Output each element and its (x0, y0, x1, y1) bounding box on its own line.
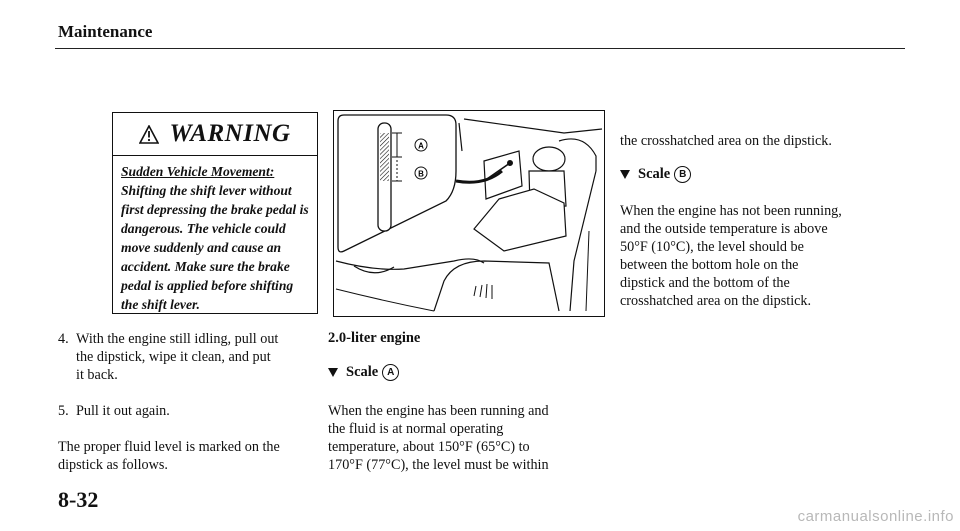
scale-a-line: When the engine has been running and (328, 403, 549, 419)
warning-line: the shift lever. (121, 297, 200, 312)
step-line: it back. (76, 367, 118, 383)
scale-b-marker: B (674, 166, 691, 183)
header-rule (55, 48, 905, 49)
step-4 (58, 330, 320, 384)
scale-b-line: between the bottom hole on the (620, 257, 799, 273)
scale-b-paragraph (620, 202, 892, 310)
warning-box (112, 112, 318, 314)
scale-b-heading (620, 166, 892, 183)
scale-b-line: When the engine has not been running, (620, 203, 842, 219)
scale-b-line: 50°F (10°C), the level should be (620, 239, 804, 255)
warning-title (113, 113, 317, 156)
scale-a-paragraph (328, 402, 603, 474)
step-number: 5. (58, 403, 69, 419)
warning-line: dangerous. The vehicle could (121, 221, 286, 236)
step-number: 4. (58, 331, 69, 347)
engine-illustration (333, 110, 605, 317)
warning-subtitle: Sudden Vehicle Movement: (121, 164, 275, 179)
scale-b-line: dipstick and the bottom of the (620, 275, 790, 291)
scale-a-label: Scale (346, 364, 379, 380)
section-header: Maintenance (58, 22, 153, 41)
step-line: With the engine still idling, pull out (76, 331, 279, 347)
warning-line: Shifting the shift lever without (121, 183, 292, 198)
scale-b-line: crosshatched area on the dipstick. (620, 293, 812, 309)
warning-body (113, 156, 317, 314)
scale-b-label: Scale (638, 166, 671, 182)
scale-a-line: the fluid is at normal operating (328, 421, 504, 437)
scale-a-line: temperature, about 150°F (65°C) to (328, 439, 530, 455)
figure-caption: 2.0-liter engine (328, 330, 421, 346)
step-line: the dipstick, wipe it clean, and put (76, 349, 271, 365)
warning-title-text: WARNING (169, 120, 291, 147)
warning-line: pedal is applied before shifting (121, 278, 294, 293)
scale-a-heading (328, 364, 603, 381)
scale-b-line: and the outside temperature is above (620, 221, 828, 237)
intro-paragraph (58, 438, 320, 474)
intro-line: dipstick as follows. (58, 457, 168, 473)
scale-a-marker: A (382, 364, 399, 381)
step-5 (58, 402, 320, 420)
intro-line: The proper fluid level is marked on the (58, 439, 280, 455)
engine-drawing (334, 111, 604, 316)
step-line: Pull it out again. (76, 403, 170, 419)
marker-b-label: B (418, 169, 424, 179)
warning-line: first depressing the brake pedal is (121, 202, 309, 217)
watermark[interactable]: carmanualsonline.info (797, 508, 954, 525)
marker-a-label: A (418, 141, 424, 151)
page-number: 8-32 (58, 487, 99, 512)
scale-a-line: 170°F (77°C), the level must be within (328, 457, 549, 473)
continuation-text: the crosshatched area on the dipstick. (620, 133, 832, 149)
down-triangle-icon (620, 170, 630, 179)
warning-line: accident. Make sure the brake (121, 259, 290, 274)
down-triangle-icon (328, 368, 338, 377)
warning-triangle-icon (139, 125, 159, 144)
warning-line: move suddenly and cause an (121, 240, 282, 255)
